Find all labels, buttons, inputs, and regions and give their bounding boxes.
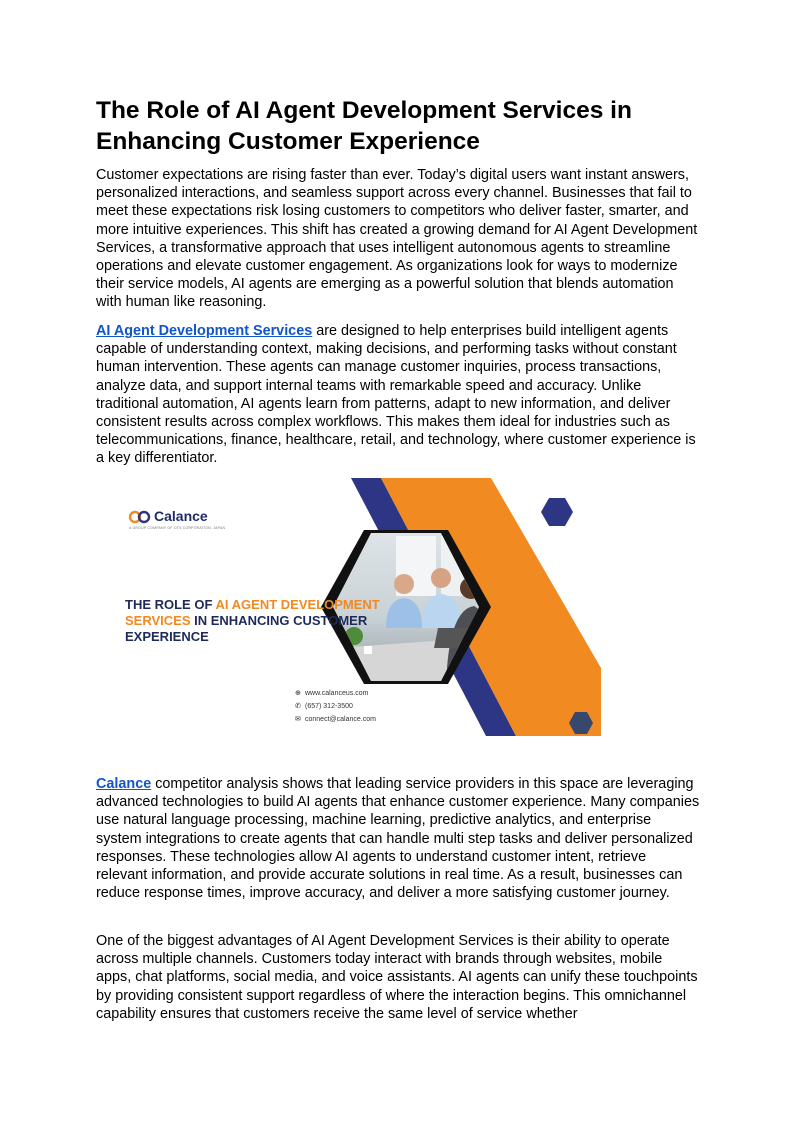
omnichannel-paragraph: One of the biggest advantages of AI Agent Development Services is their ability to operate across multiple channels. Customers today interact with brands through websites, mobile apps, chat platforms, social media, and voice assistants. AI agents can unify these touchpoints by providing consistent support regardless of where the interaction begins. This omnichannel capability ensures that customers receive the same level of service whether (96, 933, 698, 1022)
banner-title (125, 597, 405, 645)
email-text: connect@calance.com (305, 716, 376, 723)
phone-row (295, 700, 376, 713)
logo-tagline: A GROUP COMPANY OF OTS CORPORATION, JAPAN (129, 526, 226, 530)
page-title: The Role of AI Agent Development Services in Enhancing Customer Experience (96, 97, 632, 155)
banner-title-part1: THE ROLE OF (125, 597, 216, 612)
phone-text: (657) 312-3500 (305, 703, 353, 710)
competitor-paragraph-text: competitor analysis shows that leading service providers in this space are leveraging advanced technologies to build AI agents that enhance customer experience. Many companies use natural language processing, machine learning, predictive analytics, and enterprise system integrations to create agents that can handle multi step tasks and deliver personalized responses. These technologies allow AI agents to understand customer intent, retrieve relevant information, and provide accurate solutions in real time. As a result, businesses can reduce response times, improve accuracy, and deliver a more satisfying customer journey. (96, 776, 700, 902)
ai-agent-services-link[interactable]: AI Agent Development Services (96, 323, 313, 339)
intro-paragraph: Customer expectations are rising faster than ever. Today’s digital users want instant answers, personalized interactions, and seamless support across every channel. Businesses that fail to meet these expectations risk losing customers to competitors who deliver faster, smarter, and more intuitive experiences. This shift has created a growing demand for AI Agent Development Services, a transformative approach that uses intelligent autonomous agents to streamline operations and elevate customer engagement. As organizations look for ways to modernize their service models, AI agents are emerging as a powerful solution that blends automation with human like reasoning. (96, 167, 698, 311)
navy-hexagon (541, 498, 573, 526)
calance-logo-mark (130, 512, 149, 522)
services-paragraph-text: are designed to help enterprises build intelligent agents capable of understanding context, making decisions, and performing tasks without constant human intervention. These agents can manage customer inquiries, process transactions, analyze data, and support internal teams with remarkable speed and accuracy. Unlike traditional automation, AI agents learn from patterns, adapt to new information, and deliver consistent results across complex workflows. This makes them ideal for industries such as telecommunications, finance, healthcare, retail, and technology, where customer experience is a key differentiator. (96, 323, 696, 467)
contact-list (295, 687, 376, 726)
banner-image (96, 478, 602, 736)
calance-logo-text: Calance (154, 508, 208, 524)
email-row (295, 713, 376, 726)
banner-title-highlight: AI AGENT DEVELOPMENT SERVICES (125, 597, 380, 628)
banner-title-part3: IN ENHANCING CUSTOMER EXPERIENCE (125, 613, 368, 644)
calance-logo (151, 508, 208, 524)
phone-icon: ✆ (295, 703, 301, 710)
website-text: www.calanceus.com (305, 690, 369, 697)
services-paragraph (96, 322, 700, 468)
mail-icon: ✉ (295, 716, 301, 723)
calance-link[interactable]: Calance (96, 776, 152, 792)
website-row (295, 687, 376, 700)
globe-icon: ⊕ (295, 690, 301, 697)
competitor-paragraph (96, 775, 700, 902)
